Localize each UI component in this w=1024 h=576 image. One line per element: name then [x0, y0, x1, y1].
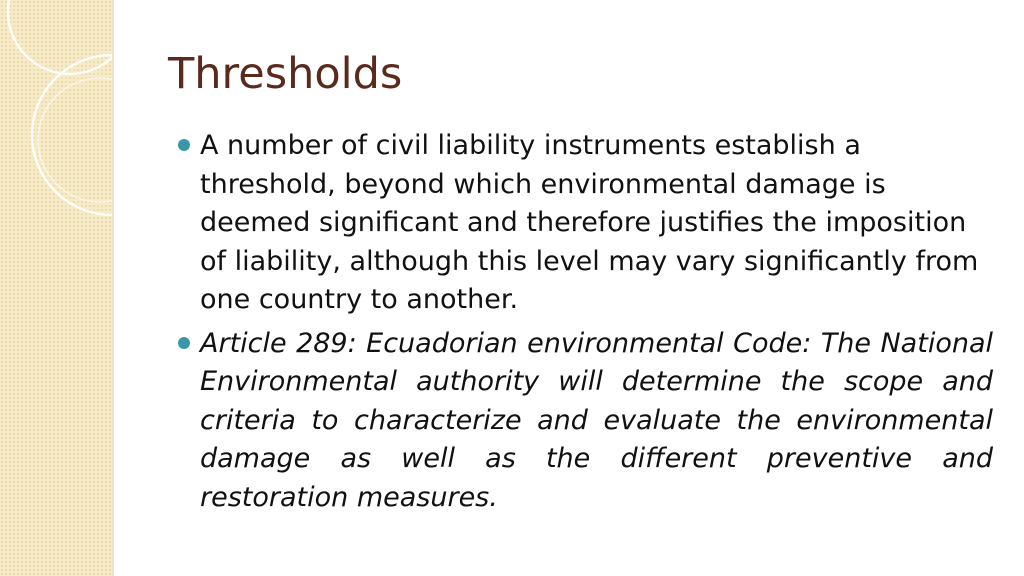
decorative-circles [0, 0, 112, 576]
bullet-item [178, 325, 993, 518]
bullet-dot-icon [178, 337, 190, 349]
bullet-item [178, 127, 993, 320]
bullet-text-article-289: Article 289: Ecuadorian environmental Code: The National Environmental authority will determine the scope and criteria to characterize and evaluate the environmental damage as well as the different preventive and restoration measures. [200, 327, 993, 513]
decorative-sidebar [0, 0, 114, 576]
bullet-list [178, 127, 993, 522]
bullet-dot-icon [178, 139, 190, 151]
bullet-text-thresholds: A number of civil liability instruments establish a threshold, beyond which environmental damage is deemed significant and therefore justifies the imposition of liability, although this level may vary significantly from one country to another. [200, 130, 979, 315]
slide-title: Thresholds [168, 49, 403, 99]
